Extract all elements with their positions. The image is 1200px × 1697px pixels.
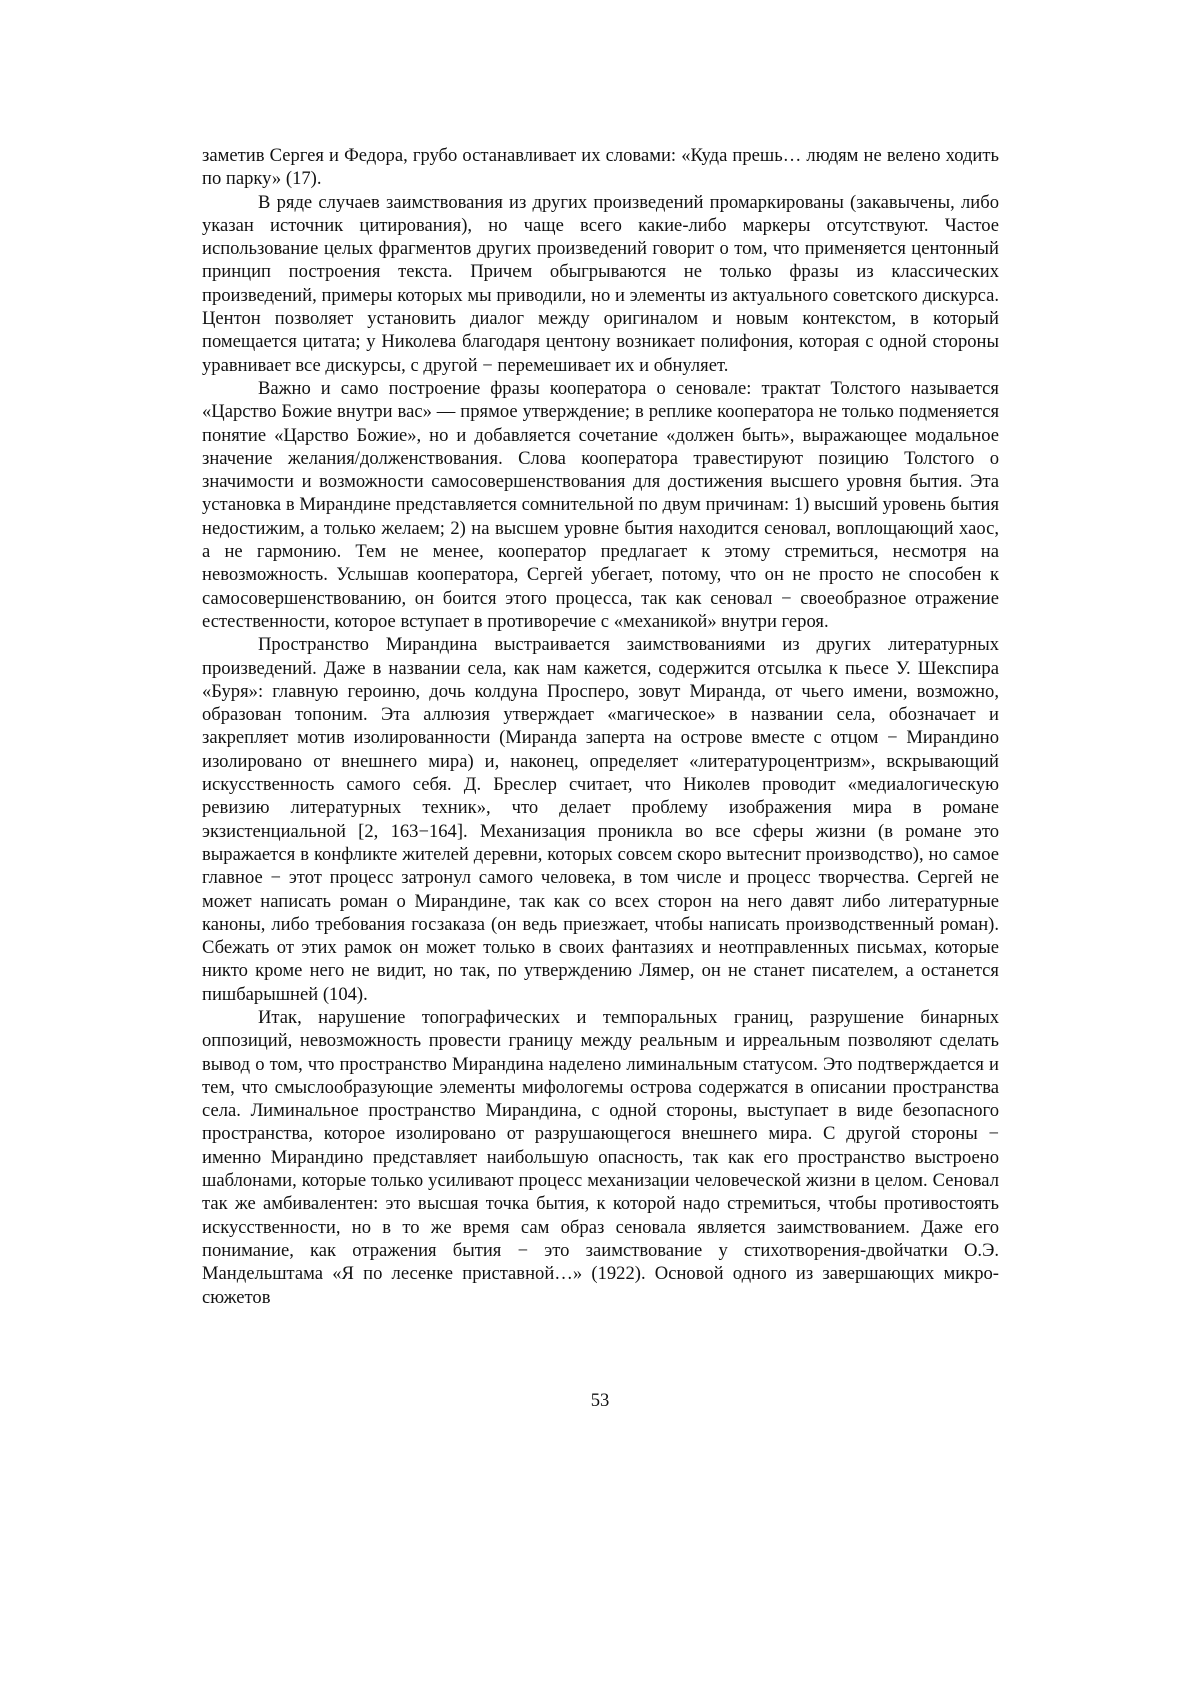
paragraph-mirandino-space: Пространство Мирандина выстраивается заимствованиями из других литературных произведений. Даже в названии села, как нам кажется, содержится отсылка к пьесе У. Шекспира «Буря»: главную героиню, дочь колдуна Просперо, зовут Миранда, от чьего имени, возможно, образован топоним. Эта аллюзия утверждает «магическое» в названии села, обозначает и закрепляет мотив изолированности (Миранда заперта на острове вместе с отцом − Мирандино изолировано от внешнего мира) и, наконец, определяет «литературоцентризм», вскрывающий искусственность самого себя. Д. Бреслер считает, что Николев проводит «медиалогическую ревизию литературных техник», что делает проблему изображения мира в романе экзистенциальной [2, 163−164]. Механизация проникла во все сферы жизни (в романе это выражается в конфликте жителей деревни, которых совсем скоро вытеснит производство), но самое главное − этот процесс затронул самого человека, в том числе и процесс творчества. Сергей не может написать роман о Мирандине, так как со всех сторон на него давят либо литературные каноны, либо требования госзаказа (он ведь приезжает, чтобы написать производственный роман). Сбежать от этих рамок он может только в своих фантазиях и неотправленных письмах, которые никто кроме него не видит, но так, по утверждению Лямер, он не станет писателем, а останется пишбарышней (104). [202,633,999,1006]
paragraph-citation-markers: В ряде случаев заимствования из других произведений промаркированы (закавычены, либо указан источник цитирования), но чаще всего какие-либо маркеры отсутствуют. Частое использование целых фрагментов других произведений говорит о том, что применяется центонный принцип построения текста. Причем обыгрываются не только фразы из классических произведений, примеры которых мы приводили, но и элементы из актуального советского дискурса. Центон позволяет установить диалог между оригиналом и новым контекстом, в который помещается цитата; у Николева благодаря центону возникает полифония, которая с одной стороны уравнивает все дискурсы, с другой − перемешивает их и обнуляет. [202,191,999,377]
paragraph-continued: заметив Сергея и Федора, грубо останавливает их словами: «Куда прешь… людям не велено ходить по парку» (17). [202,144,999,191]
paragraph-conclusion: Итак, нарушение топографических и темпоральных границ, разрушение бинарных оппозиций, невозможность провести границу между реальным и ирреальным позволяют сделать вывод о том, что пространство Мирандина наделено лиминальным статусом. Это подтверждается и тем, что смыслообразующие элементы мифологемы острова содержатся в описании пространства села. Лиминальное пространство Мирандина, с одной стороны, выступает в виде безопасного пространства, которое изолировано от разрушающегося внешнего мира. С другой стороны − именно Мирандино представляет наибольшую опасность, так как его пространство выстроено шаблонами, которые только усиливают процесс механизации человеческой жизни в целом. Сеновал так же амбивалентен: это высшая точка бытия, к которой надо стремиться, чтобы противостоять искусственности, но в то же время сам образ сеновала является заимствованием. Даже его понимание, как отражения бытия − это заимствование у стихотворения-двойчатки О.Э. Мандельштама «Я по лесенке приставной…» (1922). Основой одного из завершающих микро-сюжетов [202,1006,999,1309]
page-number: 53 [0,1389,1200,1412]
paragraph-cooperator-phrase: Важно и само построение фразы кооператора о сеновале: трактат Толстого называется «Царство Божие внутри вас» — прямое утверждение; в реплике кооператора не только подменяется понятие «Царство Божие», но и добавляется сочетание «должен быть», выражающее модальное значение желания/долженствования. Слова кооператора травестируют позицию Толстого о значимости и возможности самосовершенствования для достижения высшего уровня бытия. Эта установка в Мирандине представляется сомнительной по двум причинам: 1) высший уровень бытия недостижим, а только желаем; 2) на высшем уровне бытия находится сеновал, воплощающий хаос, а не гармонию. Тем не менее, кооператор предлагает к этому стремиться, несмотря на невозможность. Услышав кооператора, Сергей убегает, потому, что он не просто не способен к самосовершенствованию, он боится этого процесса, так как сеновал − своеобразное отражение естественности, которое вступает в противоречие с «механикой» внутри героя. [202,377,999,633]
body-text [202,144,999,1309]
document-page [0,0,1200,1697]
